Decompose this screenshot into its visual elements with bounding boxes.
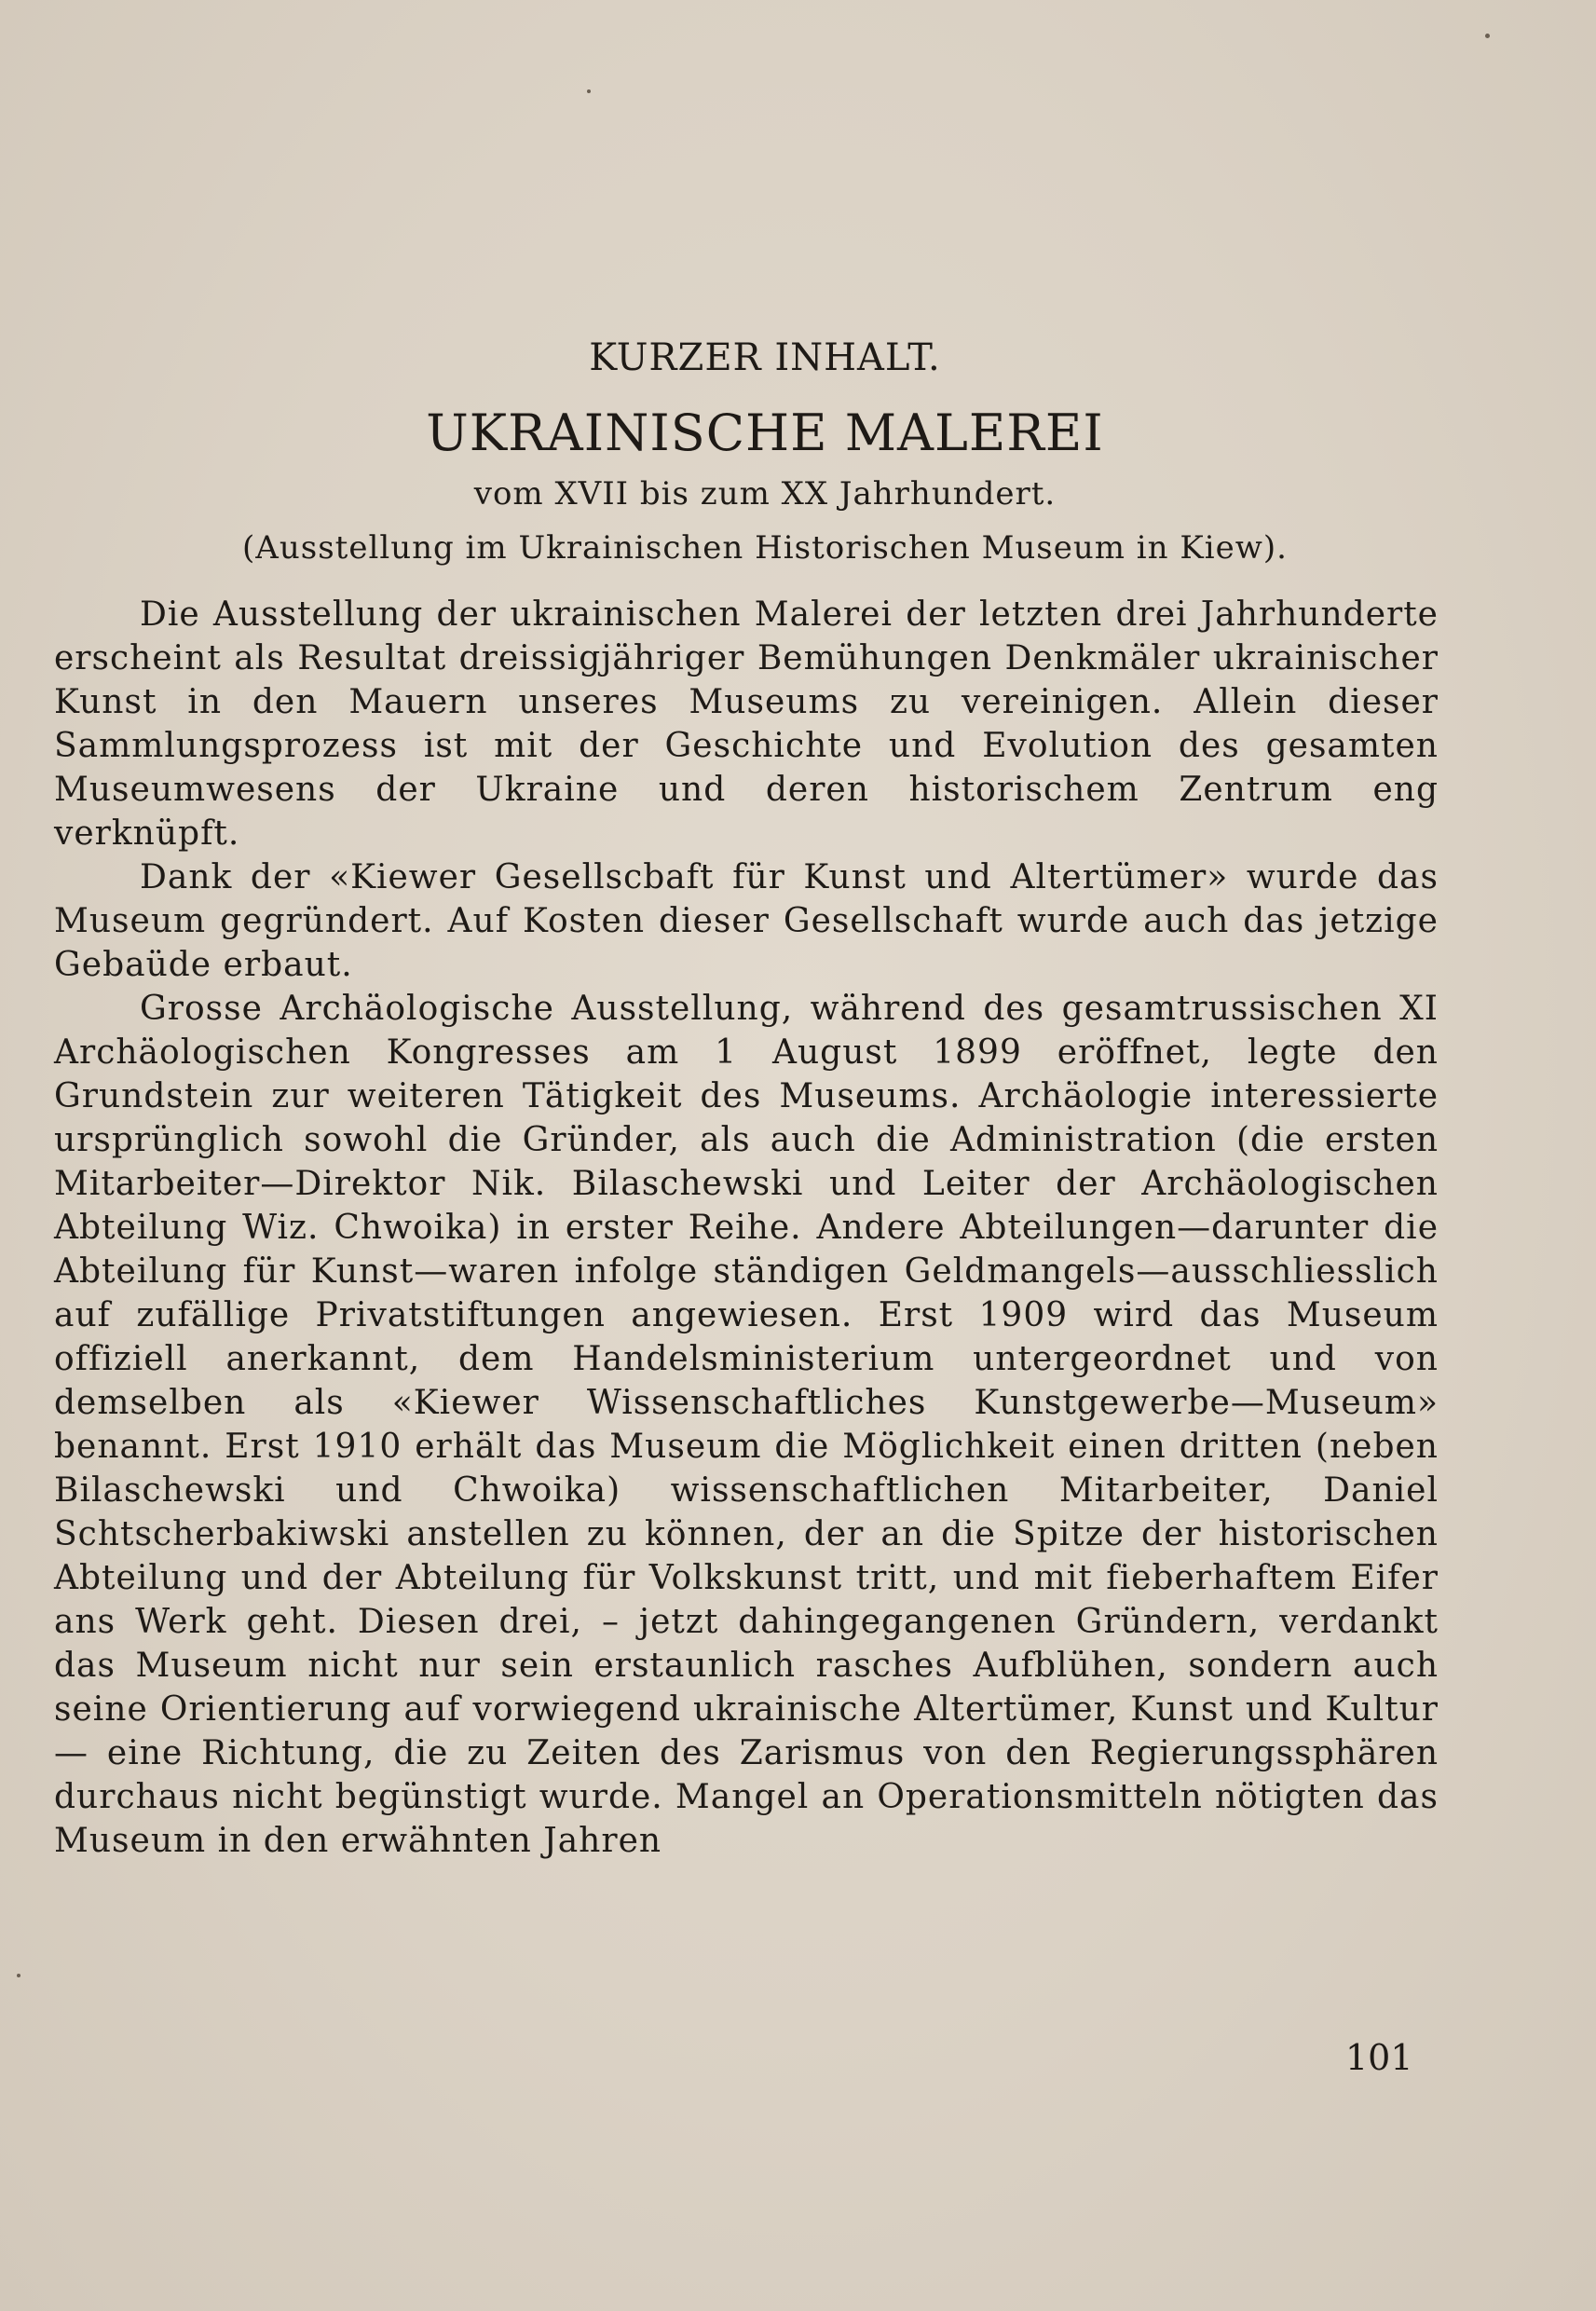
paragraph: Grosse Archäologische Ausstellung, während des gesamtrussischen XI Archäologischen Kongresses am 1 August 1899 eröffnet, legte den Grundstein zur weiteren Tätigkeit des Museums. Archäologie interessierte ursprünglich sowohl die Gründer, als auch die Administration (die ersten Mitarbeiter—Direktor Nik. Bilaschewski und Leiter der Archäologischen Abteilung Wiz. Chwoika) in erster Reihe. Andere Abteilungen—darunter die Abteilung für Kunst—waren infolge ständigen Geldmangels—ausschliesslich auf zufällige Privatstiftungen angewiesen. Erst 1909 wird das Museum offiziell anerkannt, dem Handelsministerium untergeordnet und von demselben als «Kiewer Wissenschaftliches Kunstgewerbe—Museum» benannt. Erst 1910 erhält das Museum die Möglichkeit einen dritten (neben Bilaschewski und Chwoika) wissenschaftlichen Mitarbeiter, Daniel Schtscherbakiwski anstellen zu können, der an die Spitze der historischen Abteilung und der Abteilung für Volkskunst tritt, und mit fieberhaftem Eifer ans Werk geht. Diesen drei, – jetzt dahingegangenen Gründern, verdankt das Museum nicht nur sein erstaunlich rasches Aufblühen, sondern auch seine Orientierung auf vorwiegend ukrainische Altertümer, Kunst und Kultur — eine Richtung, die zu Zeiten des Zarismus von den Regierungssphären durchaus nicht begünstigt wurde. Mangel an Operationsmitteln nötigten das Museum in den erwähnten Jahren xyxy=(54,990,1439,1860)
body-text xyxy=(54,593,1439,1863)
page-content xyxy=(54,332,1439,1863)
paper-speck xyxy=(587,89,591,93)
paragraph: Die Ausstellung der ukrainischen Malerei der letzten drei Jahrhunderte erscheint als Resultat dreissigjähriger Bemühungen Denkmäler ukrainischer Kunst in den Mauern unseres Museums zu vereinigen. Allein dieser Sammlungsprozess ist mit der Geschichte und Evolution des gesamten Museumwesens der Ukraine und deren historischem Zentrum eng verknüpft. xyxy=(54,595,1439,853)
section-label: KURZER INHALT. xyxy=(589,336,941,379)
subtitle: vom XVII bis zum XX Jahrhundert. xyxy=(473,475,1057,513)
paper-speck xyxy=(1485,34,1490,38)
exhibition-note: (Ausstellung im Ukrainischen Historischen Museum in Kiew). xyxy=(242,529,1288,567)
paper-speck xyxy=(17,1974,20,1977)
page-number: 101 xyxy=(1345,2037,1413,2078)
page-title: UKRAINISCHE MALEREI xyxy=(426,403,1104,462)
paragraph: Dank der «Kiewer Gesellscbaft für Kunst und Altertümer» wurde das Museum gegründert. Auf Kosten dieser Gesellschaft wurde auch das jetzige Gebaüde erbaut. xyxy=(54,858,1439,984)
